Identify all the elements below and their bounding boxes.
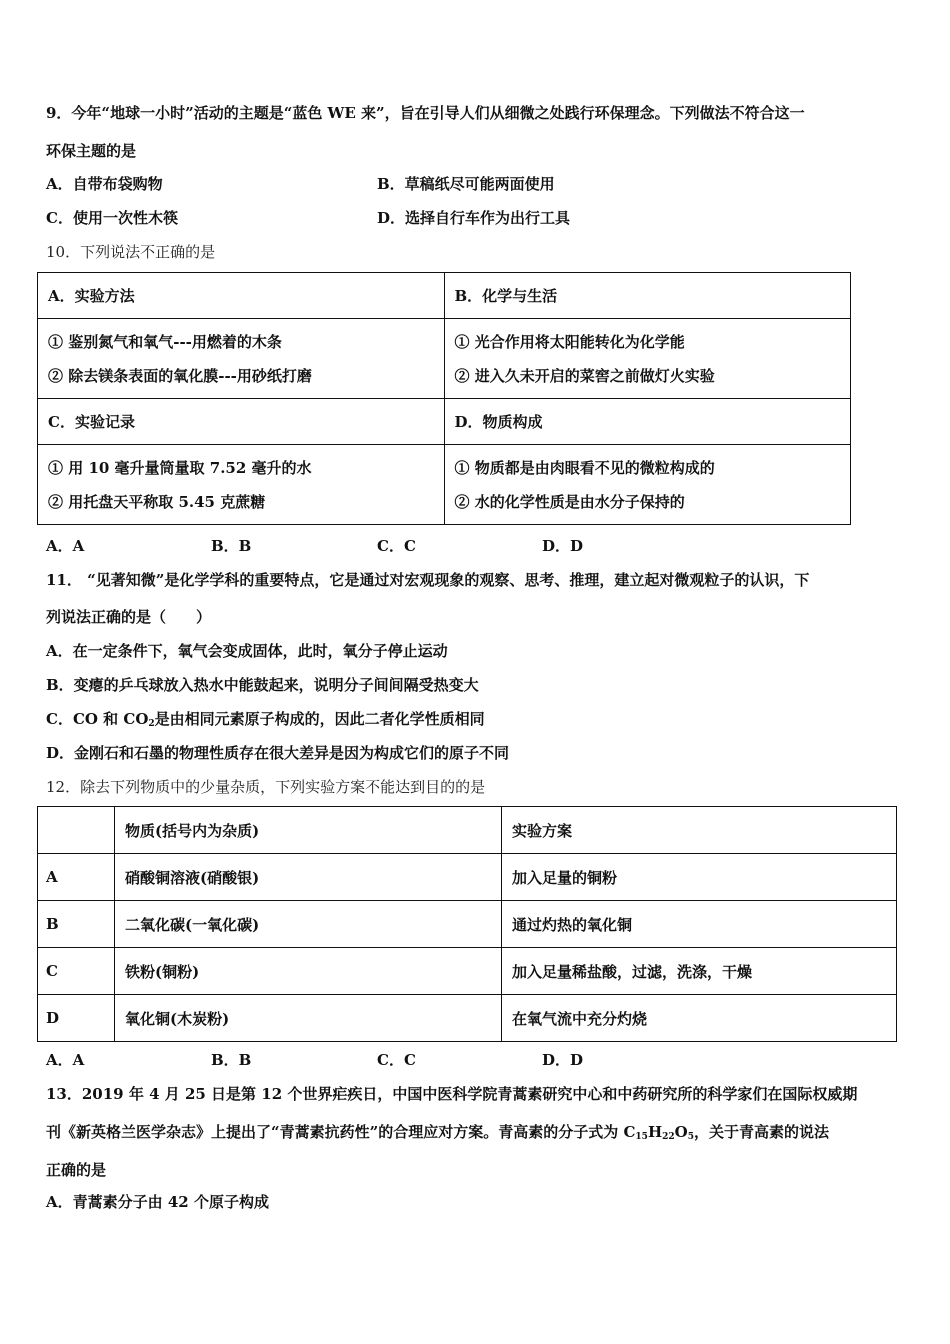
q10-b-item-1: ① 光合作用将太阳能转化为化学能 [454, 332, 685, 351]
q11-stem-line2: 列说法正确的是（ ） [46, 608, 212, 626]
q11-option-c-text: C．CO 和 CO [46, 710, 149, 728]
q10-a-item-1: ① 鉴别氮气和氧气---用燃着的木条 [48, 332, 282, 351]
q9-option-d: D．选择自行车作为出行工具 [377, 209, 571, 227]
q10-c-item-1: ① 用 10 毫升量筒量取 7.52 毫升的水 [48, 458, 312, 477]
q11-option-c [46, 708, 485, 729]
q12-row-substance: 硝酸铜溶液(硝酸银) [115, 854, 502, 901]
q11-stem-line1: 11． “见著知微”是化学学科的重要特点，它是通过对宏观现象的观察、思考、推理，建立起对微观粒子的认识，下 [46, 571, 810, 589]
q11-option-c-text-rest: 是由相同元素原子构成的，因此二者化学性质相同 [154, 710, 485, 728]
q13-formula-sub-o: 5 [687, 1132, 695, 1142]
q12-table [37, 806, 897, 1042]
q9-option-a: A．自带布袋购物 [46, 175, 163, 193]
q13-stem-line3: 正确的是 [46, 1161, 107, 1179]
q13-line2-text: 刊《新英格兰医学杂志》上提出了“青蒿素抗药性”的合理应对方案。青高素的分子式为 C [46, 1123, 636, 1141]
q11-option-d: D．金刚石和石墨的物理性质存在很大差异是因为构成它们的原子不同 [46, 744, 510, 762]
q10-option-c: C．C [377, 537, 416, 555]
q10-cell-c-header: C．实验记录 [38, 399, 445, 445]
q10-d-item-1: ① 物质都是由肉眼看不见的微粒构成的 [454, 458, 715, 477]
q13-formula-o: O [674, 1123, 688, 1141]
q13-formula-sub-h: 22 [662, 1132, 675, 1142]
q9-stem-line2: 环保主题的是 [46, 142, 137, 160]
q12-row-substance: 铁粉(铜粉) [115, 948, 502, 995]
table-row [38, 995, 897, 1042]
q10-cell-d-body [444, 445, 851, 525]
q12-header-blank [38, 807, 115, 854]
q12-header-plan: 实验方案 [502, 807, 897, 854]
q12-row-substance: 二氧化碳(一氧化碳) [115, 901, 502, 948]
q12-row-plan: 通过灼热的氧化铜 [502, 901, 897, 948]
q10-option-a: A．A [46, 537, 85, 555]
q11-option-b: B．变瘪的乒乓球放入热水中能鼓起来，说明分子间间隔受热变大 [46, 676, 479, 694]
q12-option-b: B．B [211, 1051, 252, 1069]
q12-row-plan: 在氧气流中充分灼烧 [502, 995, 897, 1042]
q12-row-label: D [38, 995, 115, 1042]
q12-header-substance: 物质(括号内为杂质) [115, 807, 502, 854]
q10-cell-c-body [38, 445, 445, 525]
table-row [38, 948, 897, 995]
q13-stem-line1: 13．2019 年 4 月 25 日是第 12 个世界疟疾日，中国中医科学院青蒿素研究中心和中药研究所的科学家们在国际权威期 [46, 1085, 858, 1103]
q10-stem: 10．下列说法不正确的是 [46, 243, 216, 261]
q12-row-plan: 加入足量稀盐酸，过滤，洗涤，干燥 [502, 948, 897, 995]
q13-formula-h: H [647, 1123, 663, 1141]
q12-option-a: A．A [46, 1051, 85, 1069]
q12-row-label: B [38, 901, 115, 948]
q12-row-plan: 加入足量的铜粉 [502, 854, 897, 901]
q11-option-c-subscript: 2 [148, 719, 155, 729]
q10-option-d: D．D [542, 537, 584, 555]
q9-option-c: C．使用一次性木筷 [46, 209, 178, 227]
q10-cell-a-header: A．实验方法 [38, 273, 445, 319]
q10-b-item-2: ② 进入久未开启的菜窖之前做灯火实验 [454, 366, 715, 385]
q10-d-item-2: ② 水的化学性质是由水分子保持的 [454, 492, 685, 511]
q12-option-d: D．D [542, 1051, 584, 1069]
q10-cell-d-header: D．物质构成 [444, 399, 851, 445]
q12-row-label: C [38, 948, 115, 995]
q10-option-b: B．B [211, 537, 252, 555]
q12-row-label: A [38, 854, 115, 901]
q10-cell-b-header: B．化学与生活 [444, 273, 851, 319]
q10-cell-b-body [444, 319, 851, 399]
q11-option-a: A．在一定条件下，氧气会变成固体，此时，氧分子停止运动 [46, 642, 448, 660]
q10-cell-a-body [38, 319, 445, 399]
table-row [38, 901, 897, 948]
q12-row-substance: 氧化铜(木炭粉) [115, 995, 502, 1042]
q13-option-a: A．青蒿素分子由 42 个原子构成 [46, 1193, 269, 1211]
q13-stem-line2 [46, 1121, 829, 1142]
q10-c-item-2: ② 用托盘天平称取 5.45 克蔗糖 [48, 492, 266, 511]
table-row [38, 854, 897, 901]
q13-formula-sub-c: 15 [635, 1132, 648, 1142]
q10-table [37, 272, 851, 525]
q13-line2-text-rest: ，关于青高素的说法 [694, 1123, 830, 1141]
q10-a-item-2: ② 除去镁条表面的氧化膜---用砂纸打磨 [48, 366, 312, 385]
q9-option-b: B．草稿纸尽可能两面使用 [377, 175, 555, 193]
q12-option-c: C．C [377, 1051, 416, 1069]
q9-stem-line1: 9．今年“地球一小时”活动的主题是“蓝色 WE 来”，旨在引导人们从细微之处践行环保理念。下列做法不符合这一 [46, 104, 805, 122]
q12-table-header-row [38, 807, 897, 854]
q12-stem: 12．除去下列物质中的少量杂质，下列实验方案不能达到目的的是 [46, 778, 486, 796]
